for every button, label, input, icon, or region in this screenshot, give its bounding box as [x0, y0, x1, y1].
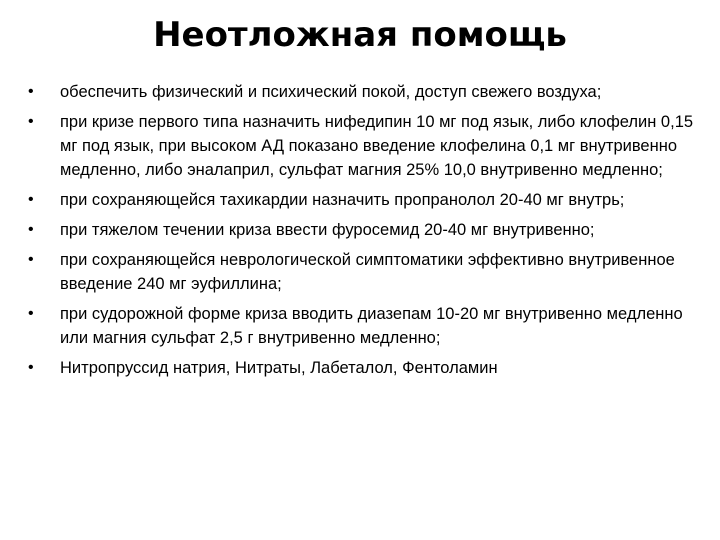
bullet-text: обеспечить физический и психический покой, доступ свежего воздуха; [60, 83, 602, 101]
bullet-icon: • [28, 359, 34, 376]
bullet-list [26, 80, 706, 386]
bullet-item-1 [26, 80, 706, 104]
bullet-text: Нитропруссид натрия, Нитраты, Лабеталол, Фентоламин [60, 359, 498, 377]
bullet-text: при судорожной форме криза вводить диазепам 10-20 мг внутривенно медленно или магния сульфат 2,5 г внутривенно медленно; [60, 305, 683, 347]
bullet-item-5 [26, 248, 706, 296]
bullet-icon: • [28, 113, 34, 130]
bullet-text: при сохраняющейся неврологической симптоматики эффективно внутривенное введение 240 мг эуфиллина; [60, 251, 675, 293]
bullet-icon: • [28, 305, 34, 322]
bullet-icon: • [28, 251, 34, 268]
bullet-item-3 [26, 188, 706, 212]
bullet-icon: • [28, 221, 34, 238]
bullet-icon: • [28, 191, 34, 208]
bullet-item-4 [26, 218, 706, 242]
bullet-text: при тяжелом течении криза ввести фуросемид 20-40 мг внутривенно; [60, 221, 595, 239]
slide-title: Неотложная помощь [153, 15, 567, 55]
bullet-text: при сохраняющейся тахикардии назначить пропранолол 20-40 мг внутрь; [60, 191, 625, 209]
bullet-item-7 [26, 356, 706, 380]
bullet-text: при кризе первого типа назначить нифедипин 10 мг под язык, либо клофелин 0,15 мг под язык, при высоком АД показано введение клофелина 0,1 мг внутривенно медленно, либо эналаприл, сульфат магния 25% 10,0 внутривенно медленно; [60, 113, 694, 179]
bullet-item-6 [26, 302, 706, 350]
bullet-item-2 [26, 110, 706, 182]
bullet-icon: • [28, 83, 34, 100]
